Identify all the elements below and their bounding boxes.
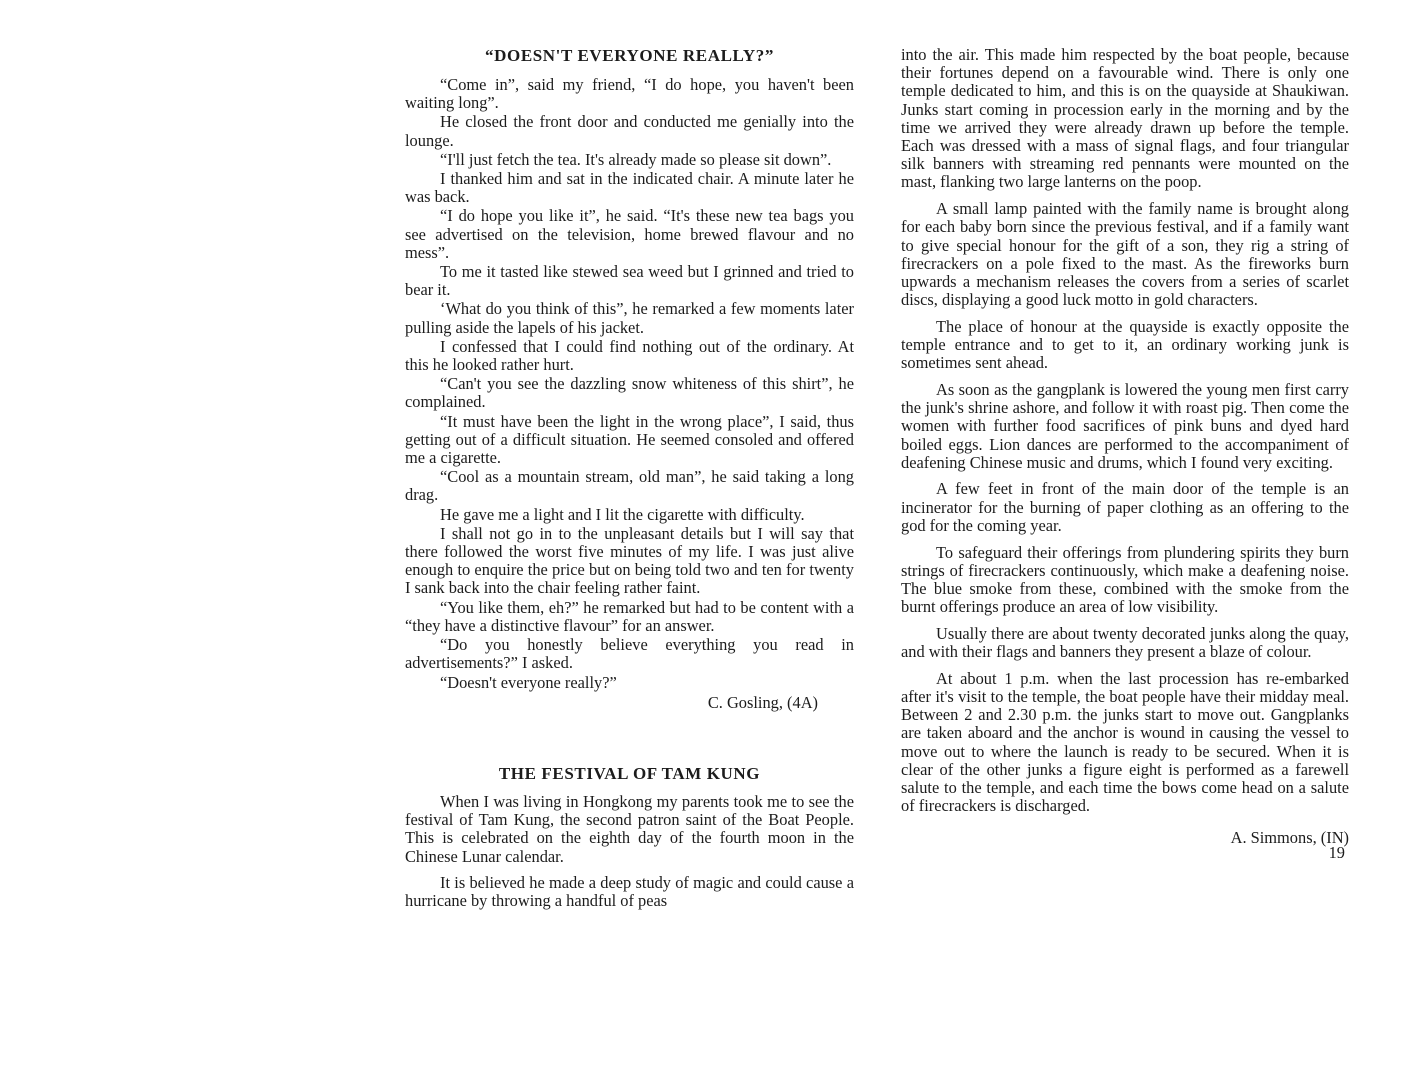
- story1-paragraph: He gave me a light and I lit the cigarette with difficulty.: [440, 504, 805, 524]
- story1-paragraph: “I do hope you like it”, he said. “It's these new tea bags you see advertised on the television, home brewed flavour and no mess”.: [405, 206, 854, 262]
- story2-paragraph: To safeguard their offerings from plundering spirits they burn strings of firecrackers continuously, which make a deafening noise. The blue smoke from these, combined with the smoke from the burnt offerings produce an area of low visibility.: [901, 542, 1349, 617]
- story2-paragraph: The place of honour at the quayside is exactly opposite the temple entrance and to get to it, an ordinary working junk is sometimes sent ahead.: [901, 316, 1349, 373]
- page-number: 19: [1328, 842, 1345, 862]
- story2-paragraph: A small lamp painted with the family name is brought along for each baby born since the previous festival, and if a family want to give special honour for the gift of a son, they rig a string of firecrackers on a pole fixed to the mast. As the fireworks burn upwards a mechanism releases the covers from a series of scarlet discs, displaying a good luck motto in gold characters.: [901, 199, 1349, 310]
- story2-author: A. Simmons, (IN): [1230, 828, 1349, 848]
- story1-paragraph: “Cool as a mountain stream, old man”, he said taking a long drag.: [405, 467, 854, 505]
- story1-paragraph: To me it tasted like stewed sea weed but I grinned and tried to bear it.: [405, 262, 854, 300]
- story2-paragraph: As soon as the gangplank is lowered the young men first carry the junk's shrine ashore, and follow it with roast pig. Then come the women with further food sacrifices of pink buns and dyed hard boiled eggs. Lion dances are performed to the accompaniment of deafening Chinese music and drums, which I found very exciting.: [901, 379, 1349, 472]
- story1-paragraph: “Doesn't everyone really?”: [440, 672, 617, 692]
- story1-paragraph: “Do you honestly believe everything you read in advertisements?” I asked.: [405, 635, 854, 673]
- story2-paragraph: It is believed he made a deep study of magic and could cause a hurricane by throwing a handful of peas: [405, 873, 854, 911]
- story2-paragraph: When I was living in Hongkong my parents took me to see the festival of Tam Kung, the second patron saint of the Boat People. This is celebrated on the eighth day of the fourth moon in the Chinese Lunar calendar.: [405, 791, 854, 866]
- story2-paragraph: Usually there are about twenty decorated junks along the quay, and with their flags and banners they present a blaze of colour.: [901, 623, 1349, 662]
- left-column: [405, 46, 854, 912]
- right-column: [901, 46, 1349, 862]
- story1-author: C. Gosling, (4A): [707, 692, 818, 712]
- story1-paragraph: I thanked him and sat in the indicated chair. A minute later he was back.: [405, 169, 854, 207]
- story2-title: THE FESTIVAL OF TAM KUNG: [498, 763, 761, 783]
- story1-paragraph: ‘What do you think of this”, he remarked a few moments later pulling aside the lapels of his jacket.: [405, 299, 854, 337]
- story1-paragraph: He closed the front door and conducted me genially into the lounge.: [405, 112, 854, 150]
- story1-paragraph: “I'll just fetch the tea. It's already made so please sit down”.: [440, 149, 832, 169]
- story2-paragraph: into the air. This made him respected by the boat people, because their fortunes depend on a favourable wind. There is only one temple dedicated to him, and this is on the quayside at Shaukiwan. Junks start coming in procession early in the morning and by the time we arrived they were already drawn up before the temple. Each was dressed with a mass of signal flags, and four triangular silk banners with streaming red pennants were mounted on the mast, flanking two large lanterns on the poop.: [901, 45, 1349, 192]
- story2-paragraph: A few feet in front of the main door of the temple is an incinerator for the burning of paper clothing as an offering to the god for the coming year.: [901, 479, 1349, 535]
- story1-title: “DOESN'T EVERYONE REALLY?”: [485, 46, 774, 65]
- story1-paragraph: I confessed that I could find nothing out of the ordinary. At this he looked rather hurt.: [405, 336, 854, 375]
- story1-paragraph: “Can't you see the dazzling snow whiteness of this shirt”, he complained.: [405, 374, 854, 412]
- story2-paragraph: At about 1 p.m. when the last procession has re-embarked after it's visit to the temple, the boat people have their midday meal. Between 2 and 2.30 p.m. the junks start to move out. Gangplanks are taken aboard and the anchor is wound in causing the vessel to move out to where the launch is ready to be secured. When it is clear of the other junks a figure eight is performed as a farewell salute to the temple, and each time the bows come head on a salute of firecrackers is discharged.: [901, 668, 1349, 816]
- story1-paragraph: I shall not go in to the unpleasant details but I will say that there followed the worst five minutes of my life. I was just alive enough to enquire the price but on being told two and ten for twenty I sank back into the chair feeling rather faint.: [405, 523, 854, 598]
- story1-paragraph: “Come in”, said my friend, “I do hope, you haven't been waiting long”.: [405, 75, 854, 113]
- story1-paragraph: “It must have been the light in the wrong place”, I said, thus getting out of a difficult situation. He seemed consoled and offered me a cigarette.: [405, 411, 854, 468]
- story1-paragraph: “You like them, eh?” he remarked but had to be content with a “they have a distinctive flavour” for an answer.: [405, 597, 854, 635]
